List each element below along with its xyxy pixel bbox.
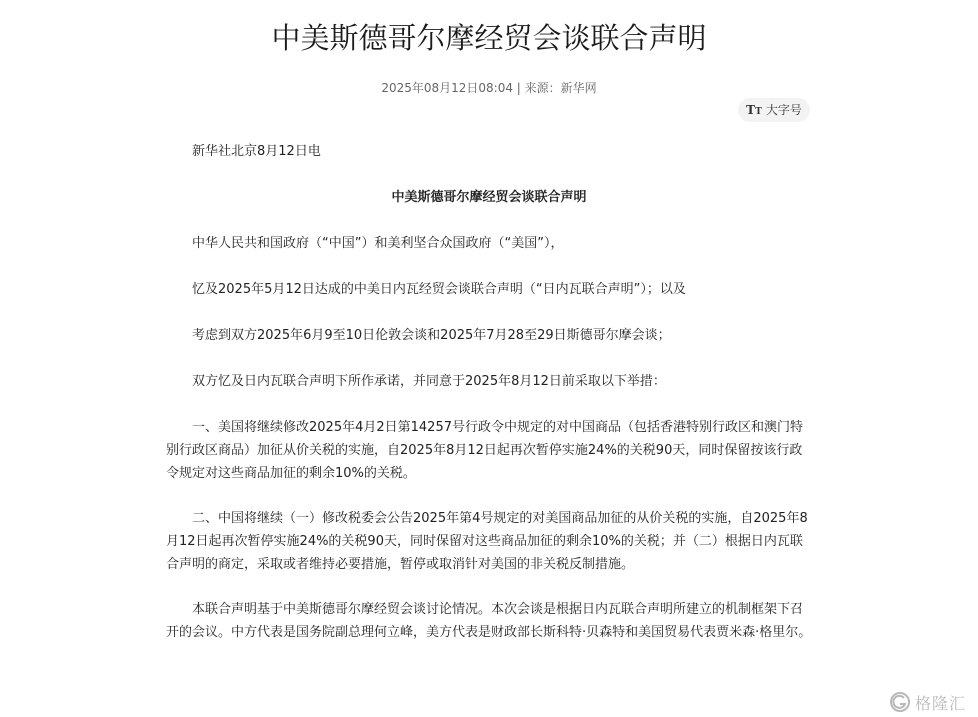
paragraph-basis: 本联合声明基于中美斯德哥尔摩经贸会谈讨论情况。本次会谈是根据日内瓦联合声明所建立的机制框架下召开的会议。中方代表是国务院副总理何立峰，美方代表是财政部长斯科特·贝森特和美国贸易代表贾米森·格里尔。 [166,602,812,640]
statement-heading: 中美斯德哥尔摩经贸会谈联合声明 [391,190,587,205]
watermark-text: 格隆汇 [914,693,966,713]
article-meta: 2025年08月12日08:04 | 来源：新华网 [381,81,597,95]
text-size-icon: TT [746,103,762,117]
large-font-label: 大字号 [765,103,802,117]
dateline: 新华社北京8月12日电 [192,144,321,159]
paragraph-china-measures: 二、中国将继续（一）修改税委会公告2025年第4号规定的对美国商品加征的从价关税的实施，自2025年8月12日起再次暂停实施24%的关税90天，同时保留对这些商品加征的剩余10%的关税；并（二）根据日内瓦联合声明的商定，采取或者维持必要措施，暂停或取消针对美国的非关税反制措施。 [166,511,808,572]
paragraph-recalling: 忆及2025年5月12日达成的中美日内瓦经贸会谈联合声明（“日内瓦联合声明”）；以及 [192,282,686,297]
page-title: 中美斯德哥尔摩经贸会谈联合声明 [271,21,707,55]
watermark [889,689,966,715]
large-font-button[interactable] [738,98,810,122]
article-body [166,140,812,644]
paragraph-us-measures: 一、美国将继续修改2025年4月2日第14257号行政令中规定的对中国商品（包括香港特别行政区和澳门特别行政区商品）加征从价关税的实施，自2025年8月12日起再次暂停实施24%的关税90天，同时保留按该行政令规定对这些商品加征的剩余10%的关税。 [166,420,803,481]
paragraph-considering: 考虑到双方2025年6月9至10日伦敦会谈和2025年7月28至29日斯德哥尔摩会谈； [192,328,671,343]
gelonghui-logo-icon [889,691,911,713]
paragraph-parties: 中华人民共和国政府（“中国”）和美利坚合众国政府（“美国”）， [192,236,564,251]
paragraph-commitments: 双方忆及日内瓦联合声明下所作承诺，并同意于2025年8月12日前采取以下举措： [192,374,666,389]
